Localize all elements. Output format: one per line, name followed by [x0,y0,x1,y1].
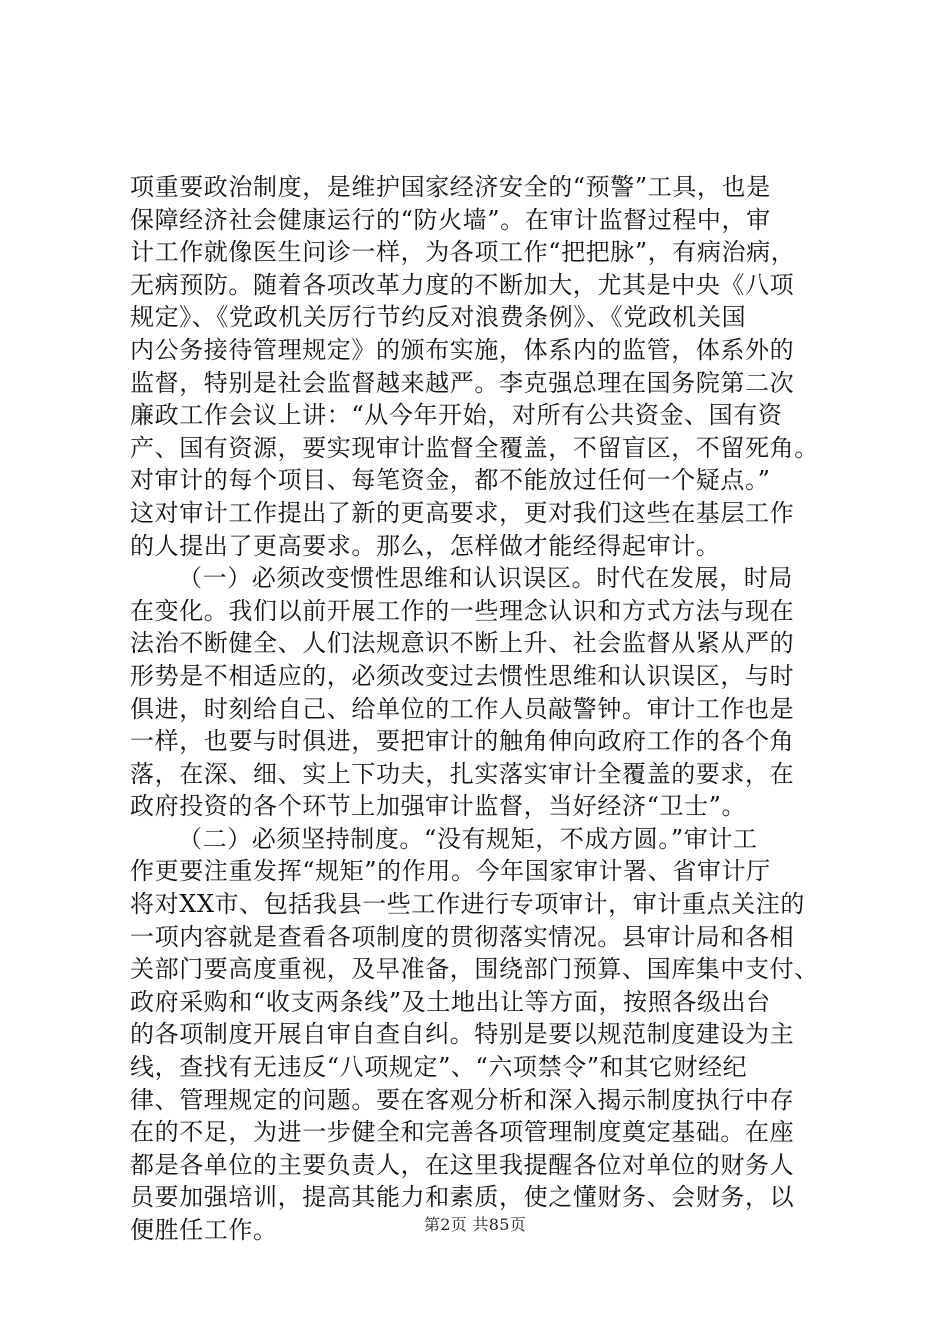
text-line: （一）必须改变惯性思维和认识误区。时代在发展，时局 [178,564,793,593]
text-line: 对审计的每个项目、每笔资金，都不能放过任何一个疑点。” [130,466,771,495]
text-line: 一样，也要与时俱进，要把审计的触角伸向政府工作的各个角 [130,727,795,756]
text-line: 政府投资的各个环节上加强审计监督，当好经济“卫士”。 [130,792,747,821]
text-line: 法治不断健全、人们法规意识不断上升、社会监督从紧从严的 [130,629,795,658]
text-line: 廉政工作会议上讲：“从今年开始，对所有公共资金、国有资 [130,401,783,430]
text-line: 俱进，时刻给自己、给单位的工作人员敲警钟。审计工作也是 [130,694,795,723]
text-line: 律、管理规定的问题。要在客观分析和深入揭示制度执行中存 [130,1085,795,1114]
text-line: 落，在深、细、实上下功夫，扎实落实审计全覆盖的要求，在 [130,759,795,788]
page-footer: 第2页 共85页 [423,1215,527,1234]
text-line: 形势是不相适应的，必须改变过去惯性思维和认识误区，与时 [130,661,795,690]
document-body [130,171,830,1247]
text-line: 项重要政治制度，是维护国家经济安全的“预警”工具，也是 [130,173,771,201]
text-line: 便胜任工作。 [130,1216,278,1244]
text-line: 无病预防。随着各项改革力度的不断加大，尤其是中央《八项 [130,270,795,299]
text-line: 关部门要高度重视，及早准备，围绕部门预算、国库集中支付、 [130,955,819,984]
text-line: 线，查找有无违反“八项规定”、“六项禁令”和其它财经纪 [130,1053,748,1082]
text-line: 保障经济社会健康运行的“防火墙”。在审计监督过程中，审 [130,205,771,234]
text-line: 规定》、《党政机关厉行节约反对浪费条例》、《党政机关国 [130,303,747,332]
text-line: 内公务接待管理规定》的颁布实施，体系内的监管，体系外的 [130,335,795,364]
text-line: 一项内容就是查看各项制度的贯彻落实情况。县审计局和各相 [130,922,795,951]
text-line: （二）必须坚持制度。“没有规矩，不成方圆。”审计工 [178,824,758,853]
text-line: 计工作就像医生问诊一样，为各项工作“把把脉”，有病治病， [130,238,796,267]
text-line: 都是各单位的主要负责人，在这里我提醒各位对单位的财务人 [130,1150,795,1179]
text-line: 作更要注重发挥“规矩”的作用。今年国家审计署、省审计厅 [130,857,771,886]
text-line: 将对XX市、包括我县一些工作进行专项审计，审计重点关注的 [130,890,805,919]
text-line: 的各项制度开展自审自查自纠。特别是要以规范制度建设为主 [130,1020,795,1049]
text-line: 在变化。我们以前开展工作的一些理念认识和方式方法与现在 [130,596,795,625]
text-line: 监督，特别是社会监督越来越严。李克强总理在国务院第二次 [130,368,795,397]
text-line: 政府采购和“收支两条线”及土地出让等方面，按照各级出台 [130,987,771,1016]
text-line: 在的不足，为进一步健全和完善各项管理制度奠定基础。在座 [130,1118,795,1147]
text-line: 这对审计工作提出了新的更高要求，更对我们这些在基层工作 [130,498,795,527]
text-line: 员要加强培训，提高其能力和素质，使之懂财务、会财务，以 [130,1183,795,1212]
text-line: 产、国有资源，要实现审计监督全覆盖，不留盲区，不留死角。 [130,433,819,462]
text-line: 的人提出了更高要求。那么，怎样做才能经得起审计。 [130,531,721,560]
